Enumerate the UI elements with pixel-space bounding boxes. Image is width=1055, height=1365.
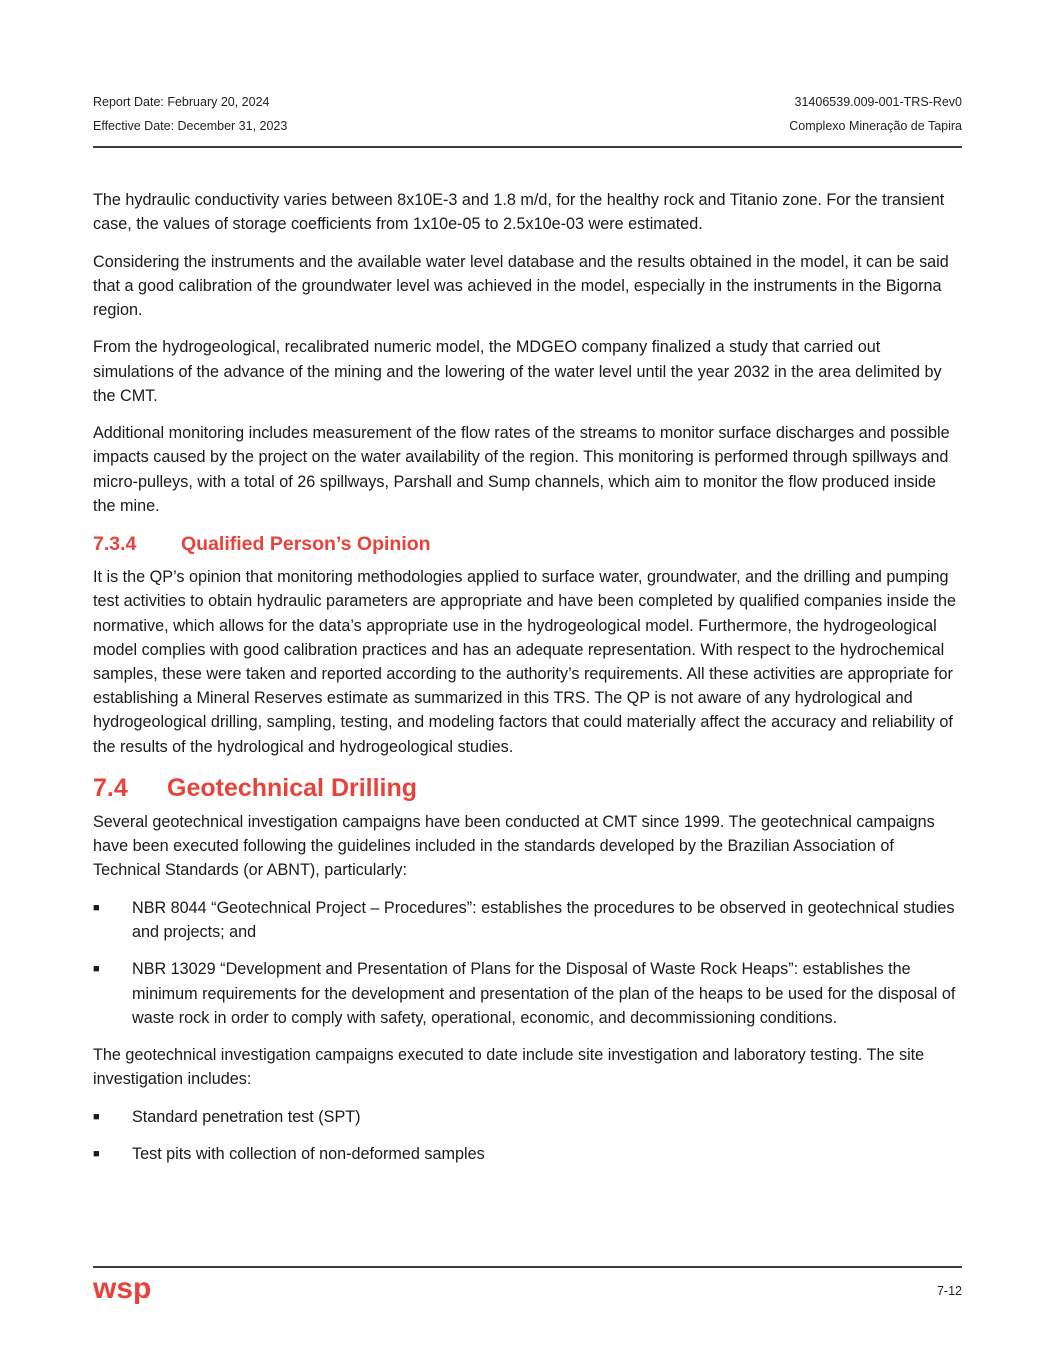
page-body (93, 188, 962, 1180)
footer-divider (93, 1266, 962, 1268)
standards-list (93, 896, 962, 1030)
document-number: 31406539.009-001-TRS-Rev0 (794, 95, 962, 109)
paragraph-numeric-model: From the hydrogeological, recalibrated numeric model, the MDGEO company finalized a study that carried out simulations of the advance of the mining and the lowering of the water level until the year 2032 in the area delimited by the CMT. (93, 338, 942, 405)
section-number: 7.3.4 (93, 533, 137, 556)
paragraph-geotechnical-campaigns: Several geotechnical investigation campaigns have been conducted at CMT since 1999. The geotechnical campaigns have been executed following the guidelines included in the standards developed by the Brazilian Association of Technical Standards (or ABNT), particularly: (93, 813, 935, 880)
list-item: ■ Test pits with collection of non-deformed samples (93, 1142, 962, 1166)
effective-date: Effective Date: December 31, 2023 (93, 119, 288, 133)
section-heading-7-4 (93, 772, 962, 804)
square-bullet-icon: ■ (93, 963, 100, 976)
section-number: 7.4 (93, 774, 128, 802)
wsp-logo-mark: wsp (93, 1274, 152, 1305)
list-item: ■ Standard penetration test (SPT) (93, 1105, 962, 1129)
section-title: Qualified Person’s Opinion (181, 533, 431, 556)
square-bullet-icon: ■ (93, 1110, 100, 1123)
project-name: Complexo Mineração de Tapira (789, 119, 962, 133)
paragraph-qp-opinion: It is the QP’s opinion that monitoring methodologies applied to surface water, groundwater, and the drilling and pumping test activities to obtain hydraulic parameters are appropriate and have been completed by qualified companies inside the normative, which allows for the data’s appropriate use in the hydrogeological model. Furthermore, the hydrogeological model complies with good calibration practices and has an adequate representation. With respect to the hydrochemical samples, these were taken and reported according to the authority’s requirements. All these activities are appropriate for establishing a Mineral Reserves estimate as summarized in this TRS. The QP is not aware of any hydrological and hydrogeological drilling, sampling, testing, and modeling factors that could materially affect the accuracy and reliability of the results of the hydrological and hydrogeological studies. (93, 568, 956, 756)
paragraph-calibration: Considering the instruments and the available water level database and the results obtained in the model, it can be said that a good calibration of the groundwater level was achieved in the model, especially in the instruments in the Bigorna region. (93, 252, 949, 319)
square-bullet-icon: ■ (93, 901, 100, 914)
page-header (93, 92, 962, 140)
list-item: ■ NBR 13029 “Development and Presentation of Plans for the Disposal of Waste Rock Heaps”: establishes the minimum requirements for the development and presentation of the plan of the heaps to be used for the disposal of waste rock in order to comply with safety, operational, economic, and decommissioning conditions. (93, 957, 962, 1030)
paragraph-site-investigation: The geotechnical investigation campaigns executed to date include site investigation and laboratory testing. The site investigation includes: (93, 1046, 925, 1089)
list-item: ■ NBR 8044 “Geotechnical Project – Procedures”: establishes the procedures to be observed in geotechnical studies and projects; and (93, 896, 962, 944)
site-investigation-list (93, 1105, 962, 1167)
report-date: Report Date: February 20, 2024 (93, 95, 270, 109)
section-heading-7-3-4 (93, 531, 962, 557)
header-divider (93, 146, 962, 148)
page-number: 7-12 (936, 1284, 962, 1298)
wsp-logo (93, 1274, 157, 1313)
section-title: Geotechnical Drilling (167, 774, 418, 802)
square-bullet-icon: ■ (93, 1148, 100, 1161)
paragraph-hydraulic-conductivity: The hydraulic conductivity varies between 8x10E-3 and 1.8 m/d, for the healthy rock and Titanio zone. For the transient case, the values of storage coefficients from 1x10e-05 to 2.5x10e-03 were estimated. (93, 191, 945, 234)
paragraph-monitoring: Additional monitoring includes measurement of the flow rates of the streams to monitor surface discharges and possible impacts caused by the project on the water availability of the region. This monitoring is performed through spillways and micro-pulleys, with a total of 26 spillways, Parshall and Sump channels, which aim to monitor the flow produced inside the mine. (93, 424, 950, 515)
